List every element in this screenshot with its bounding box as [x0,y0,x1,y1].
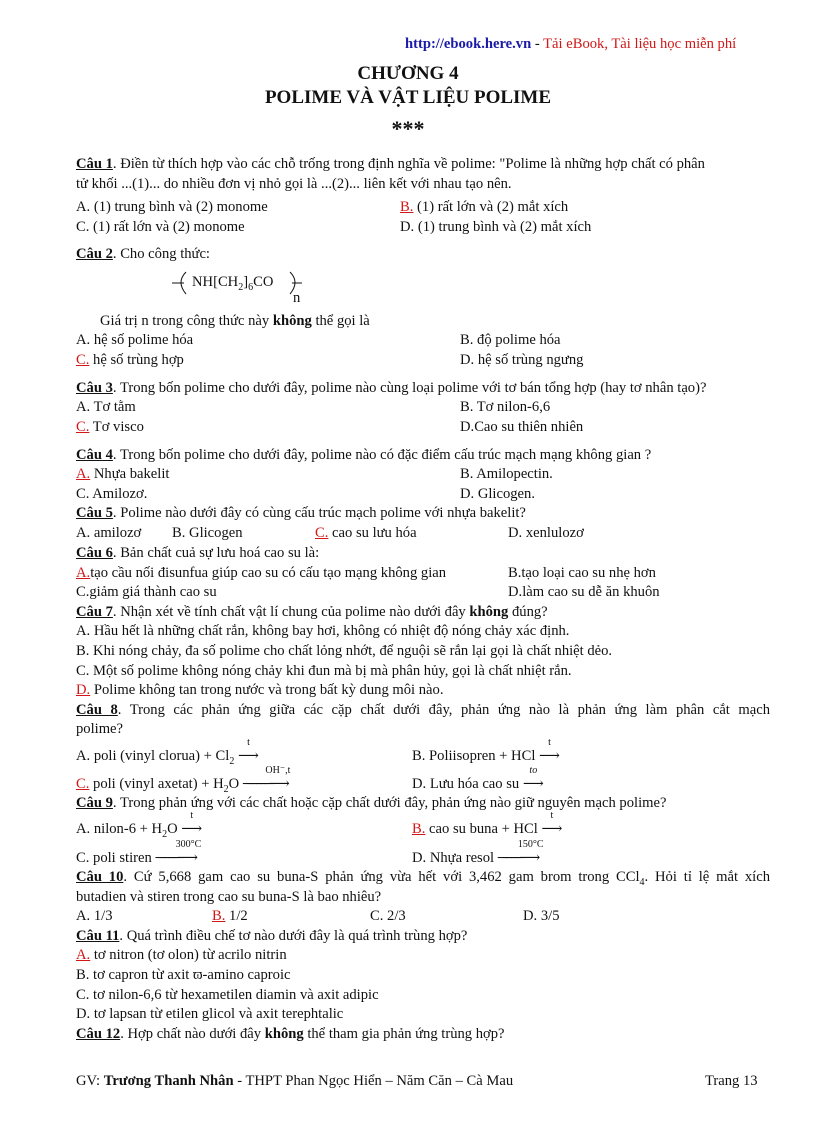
answer-marker: A. [76,466,91,482]
header-tagline: Tải eBook, Tài liệu học miễn phí [543,36,737,52]
header-link[interactable]: http://ebook.here.vn [405,36,532,52]
page-number: Trang 13 [705,1073,758,1089]
q11-option-d[interactable]: D. tơ lapsan từ etilen glicol và axit terephtalic [76,1006,344,1022]
q2-option-c[interactable]: C. hệ số trùng hợp [76,352,184,368]
q6-option-d[interactable]: D.làm cao su dễ ăn khuôn [508,584,660,600]
q4-option-c[interactable]: C. Amilozơ. [76,486,148,502]
q3-option-d[interactable]: D.Cao su thiên nhiên [460,419,584,435]
q9-option-d[interactable]: D. Nhựa resol 150°C ─────⟶ [412,851,564,866]
reaction-arrow: t ⟶ [539,737,560,764]
q1-option-d[interactable]: D. (1) trung bình và (2) mắt xích [400,219,592,235]
q1-option-a[interactable]: A. (1) trung bình và (2) monome [76,199,268,215]
reaction-arrow: to ⟶ [522,765,544,792]
question-10-line1: Câu 10. Cứ 5,668 gam cao su buna-S phản ứng vừa hết với 3,462 gam brom trong CCl$_4$. Hỏi tỉ lệ mắt xích [76,869,770,888]
q8-option-b[interactable]: B. Poliisopren + HCl t ⟶ [412,737,560,764]
q9-option-b[interactable]: B. cao su buna + HCl t ⟶ [412,810,563,837]
q9-option-a[interactable]: A. nilon-6 + $H_2O$ t ⟶ [76,810,203,840]
title-stars: *** [391,116,425,141]
q1-option-c[interactable]: C. (1) rất lớn và (2) monome [76,219,245,235]
q5-option-d[interactable]: D. xenlulozơ [508,525,584,541]
q7-option-c[interactable]: C. Một số polime không nóng chảy khi đun mà bị mà phân hủy, gọi là chất nhiệt rắn. [76,663,572,679]
chapter-title: POLIME VÀ VẬT LIỆU POLIME [264,87,552,108]
q8-option-c[interactable]: C. poli (vinyl axetat) + $H_2O$ OH⁻,t ──────⟶ [76,777,313,792]
reaction-arrow: t ⟶ [238,737,259,764]
answer-marker: B. [412,821,426,837]
q4-option-d[interactable]: D. Glicogen. [460,486,535,502]
q6-option-b[interactable]: B.tạo loại cao su nhẹ hơn [508,565,656,581]
q10-option-a[interactable]: A. 1/3 [76,908,113,924]
page-header [405,37,736,52]
q1-option-b[interactable]: B. (1) rất lớn và (2) mắt xích [400,199,569,215]
answer-marker: B. [400,199,414,215]
q10-option-b[interactable]: B. 1/2 [212,908,248,924]
answer-marker: D. [76,682,91,698]
reaction-arrow: t ⟶ [181,810,203,837]
question-2: Câu 2. Cho công thức: [76,246,210,262]
q9-option-c[interactable]: C. poli stiren 300°C ─────⟶ [76,851,221,866]
q4-option-a[interactable]: A. Nhựa bakelit [76,466,170,482]
q5-option-b[interactable]: B. Glicogen [172,525,243,541]
formula-n: n [293,290,301,306]
question-10-line2: butadien và stiren trong cao su buna-S là bao nhiêu? [76,889,382,905]
question-6: Câu 6. Bản chất cuả sự lưu hoá cao su là: [76,545,320,561]
q5-option-c[interactable]: C. cao su lưu hóa [315,525,417,541]
q7-option-a[interactable]: A. Hầu hết là những chất rắn, không bay hơi, không có nhiệt độ nóng chảy xác định. [76,623,570,639]
reaction-arrow: OH⁻,t ──────⟶ [242,765,291,792]
header-separator: - [531,36,544,52]
q10-option-c[interactable]: C. 2/3 [370,908,406,924]
question-11: Câu 11. Quá trình điều chế tơ nào dưới đây là quá trình trùng hợp? [76,928,468,944]
answer-marker: C. [76,776,90,792]
q3-option-c[interactable]: C. Tơ visco [76,419,144,435]
q8-option-d[interactable]: D. Lưu hóa cao su to ⟶ [412,765,544,792]
answer-marker: C. [76,419,90,435]
q7-option-d[interactable]: D. Polime không tan trong nước và trong bất kỳ dung môi nào. [76,682,444,698]
q6-option-a[interactable]: A.tạo cầu nối đisunfua giúp cao su có cấu tạo mạng không gian [76,565,447,581]
answer-marker: B. [212,908,226,924]
question-1-line1: Câu 1. Điền từ thích hợp vào các chỗ trống trong định nghĩa về polime: "Polime là những hợp chất có phân [76,156,705,172]
question-12: Câu 12. Hợp chất nào dưới đây không thể tham gia phản ứng trùng hợp? [76,1026,505,1042]
question-1-line2: tử khối ...(1)... do nhiều đơn vị nhỏ gọi là ...(2)... liên kết với nhau tạo nên. [76,176,512,192]
answer-marker: C. [76,352,90,368]
question-3: Câu 3. Trong bốn polime cho dưới đây, polime nào cùng loại polime với tơ bán tổng hợp (hay tơ nhân tạo)? [76,380,707,396]
question-4: Câu 4. Trong bốn polime cho dưới đây, polime nào có đặc điểm cấu trúc mạch mạng không gian ? [76,447,652,463]
q4-option-b[interactable]: B. Amilopectin. [460,466,553,482]
q7-option-b[interactable]: B. Khi nóng chảy, đa số polime cho chất lỏng nhớt, để nguội sẽ rắn lại gọi là chất nhiệt dẻo. [76,643,613,659]
q2-option-a[interactable]: A. hệ số polime hóa [76,332,194,348]
question-5: Câu 5. Polime nào dưới đây có cùng cấu trúc mạch polime với nhựa bakelit? [76,505,526,521]
teacher-name: Trương Thanh Nhân [103,1073,234,1089]
q2-option-b[interactable]: B. độ polime hóa [460,332,561,348]
question-9: Câu 9. Trong phản ứng với các chất hoặc cặp chất dưới đây, phản ứng nào giữ nguyên mạch polime? [76,795,667,811]
q2-option-d[interactable]: D. hệ số trùng ngưng [460,352,584,368]
question-8-line1: Câu 8. Trong các phản ứng giữa các cặp chất dưới đây, phản ứng nào là phản ứng làm phân cắt mạch [76,702,771,718]
q3-option-b[interactable]: B. Tơ nilon-6,6 [460,399,551,415]
formula-text: $NH[CH_2]_6CO$ [192,274,274,293]
q6-option-c[interactable]: C.giảm giá thành cao su [76,584,217,600]
answer-marker: A. [76,947,91,963]
chapter-label: CHƯƠNG 4 [357,63,459,84]
answer-marker: C. [315,525,329,541]
polymer-formula [172,270,312,306]
q5-option-a[interactable]: A. amilozơ [76,525,142,541]
question-2-prompt: Giá trị n trong công thức này không thể gọi là [100,313,370,329]
q10-option-d[interactable]: D. 3/5 [523,908,560,924]
q11-option-b[interactable]: B. tơ capron từ axit ϖ-amino caproic [76,967,291,983]
reaction-arrow: 300°C ─────⟶ [155,839,202,866]
question-8-line2: polime? [76,721,124,737]
reaction-arrow: 150°C ─────⟶ [497,839,544,866]
q11-option-c[interactable]: C. tơ nilon-6,6 từ hexametilen diamin và axit adipic [76,987,379,1003]
answer-marker: A. [76,565,91,581]
q8-option-a[interactable]: A. poli (vinyl clorua) + $Cl_2$ t ⟶ [76,737,259,767]
page-footer: GV: Trương Thanh Nhân - THPT Phan Ngọc Hiển – Năm Căn – Cà Mau [76,1073,514,1089]
q11-option-a[interactable]: A. tơ nitron (tơ olon) từ acrilo nitrin [76,947,287,963]
question-7: Câu 7. Nhận xét về tính chất vật lí chung của polime nào dưới đây không đúng? [76,604,548,620]
reaction-arrow: t ⟶ [541,810,563,837]
q3-option-a[interactable]: A. Tơ tằm [76,399,136,415]
